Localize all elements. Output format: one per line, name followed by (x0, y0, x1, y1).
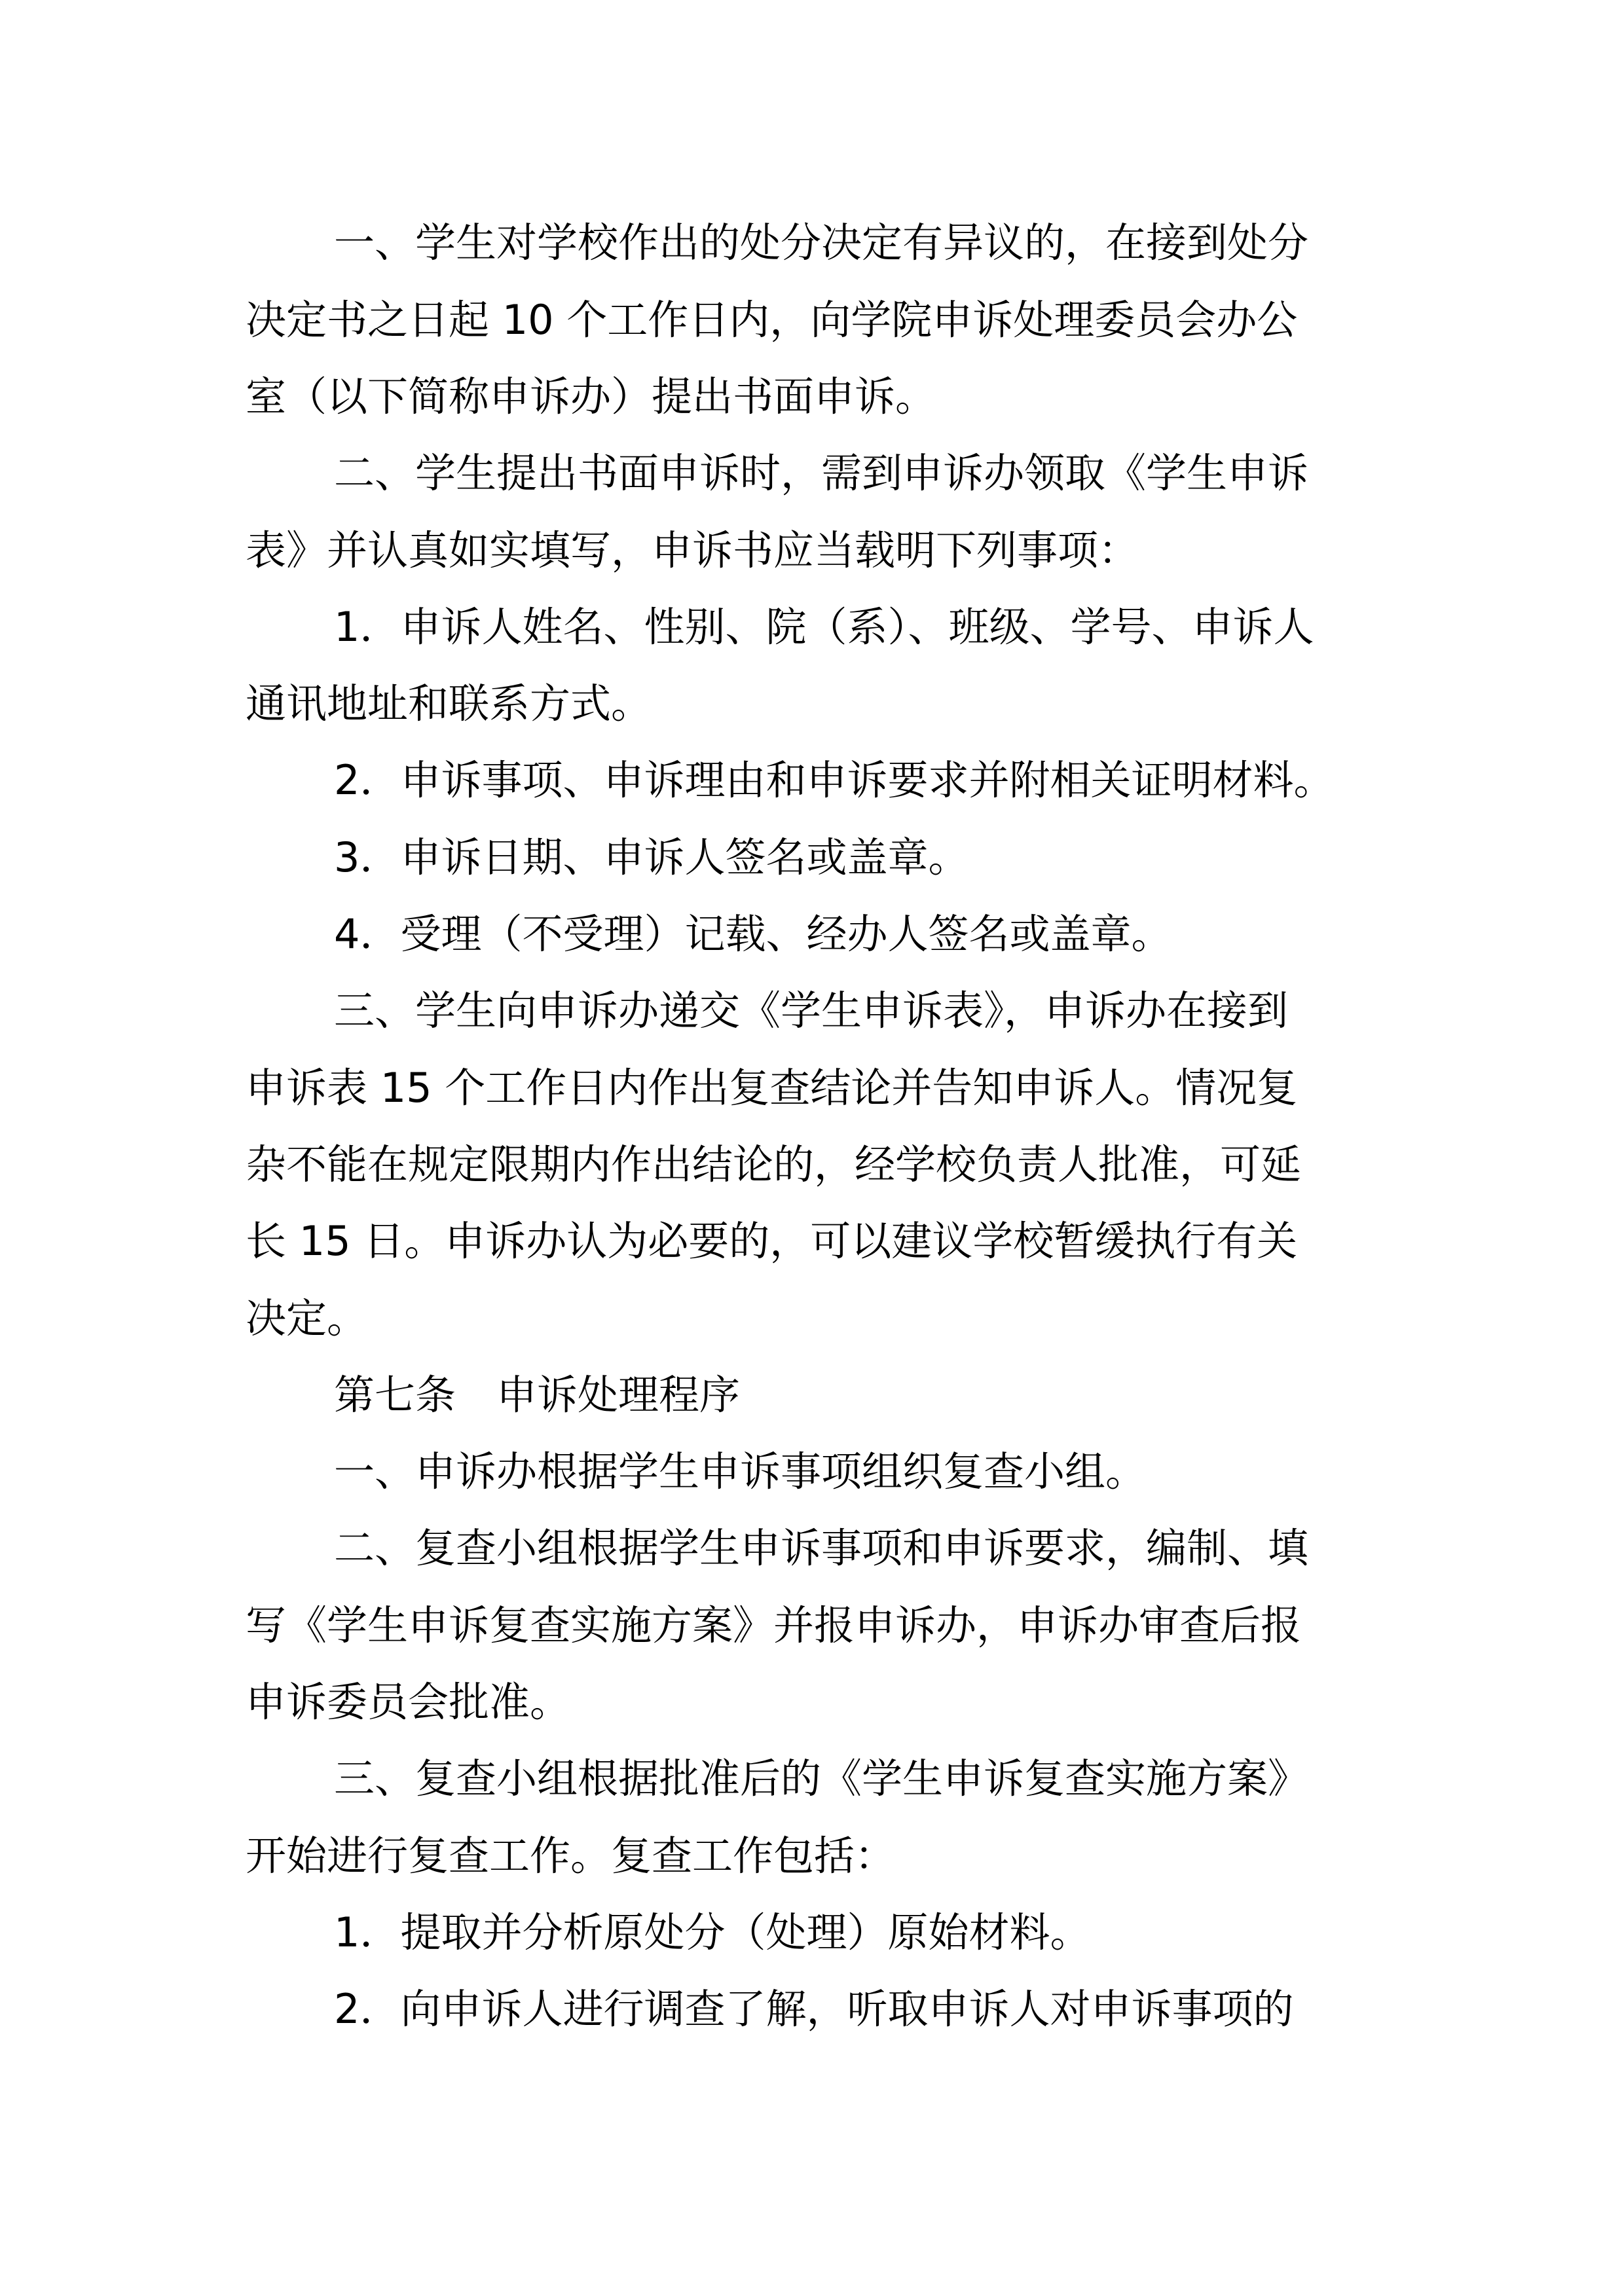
section-heading: 第七条 申诉处理程序 (334, 1371, 741, 1419)
text-line: 二、复查小组根据学生申诉事项和申诉要求，编制、填 (334, 1524, 1309, 1572)
text-line: 写《学生申诉复查实施方案》并报申诉办，申诉办审查后报 (246, 1601, 1302, 1649)
text-line: 申诉委员会批准。 (246, 1678, 571, 1726)
text-line: 2．向申诉人进行调查了解，听取申诉人对申诉事项的 (334, 1985, 1294, 2033)
text-line: 一、申诉办根据学生申诉事项组织复查小组。 (334, 1448, 1147, 1495)
text-line: 二、学生提出书面申诉时，需到申诉办领取《学生申诉 (334, 449, 1309, 497)
text-line: 决定书之日起 10 个工作日内，向学院申诉处理委员会办公 (246, 296, 1298, 344)
text-line: 长 15 日。申诉办认为必要的，可以建议学校暂缓执行有关 (246, 1217, 1298, 1265)
text-line: 三、学生向申诉办递交《学生申诉表》，申诉办在接到 (334, 987, 1289, 1034)
text-line: 2．申诉事项、申诉理由和申诉要求并附相关证明材料。 (334, 756, 1335, 804)
text-line: 杂不能在规定限期内作出结论的，经学校负责人批准，可延 (246, 1140, 1302, 1188)
text-line: 一、学生对学校作出的处分决定有异议的，在接到处分 (334, 219, 1309, 266)
text-line: 表》并认真如实填写，申诉书应当载明下列事项： (246, 526, 1139, 574)
text-line: 开始进行复查工作。复查工作包括： (246, 1832, 896, 1880)
text-line: 室（以下简称申诉办）提出书面申诉。 (246, 373, 936, 420)
text-line: 通讯地址和联系方式。 (246, 680, 652, 727)
text-line: 三、复查小组根据批准后的《学生申诉复查实施方案》 (334, 1755, 1309, 1802)
text-line: 4．受理（不受理）记载、经办人签名或盖章。 (334, 910, 1172, 958)
text-line: 1．提取并分析原处分（处理）原始材料。 (334, 1908, 1091, 1956)
text-line: 申诉表 15 个工作日内作出复查结论并告知申诉人。情况复 (246, 1064, 1298, 1112)
text-line: 决定。 (246, 1294, 368, 1342)
text-line: 1．申诉人姓名、性别、院（系）、班级、学号、申诉人 (334, 603, 1314, 651)
text-line: 3．申诉日期、申诉人签名或盖章。 (334, 833, 969, 881)
